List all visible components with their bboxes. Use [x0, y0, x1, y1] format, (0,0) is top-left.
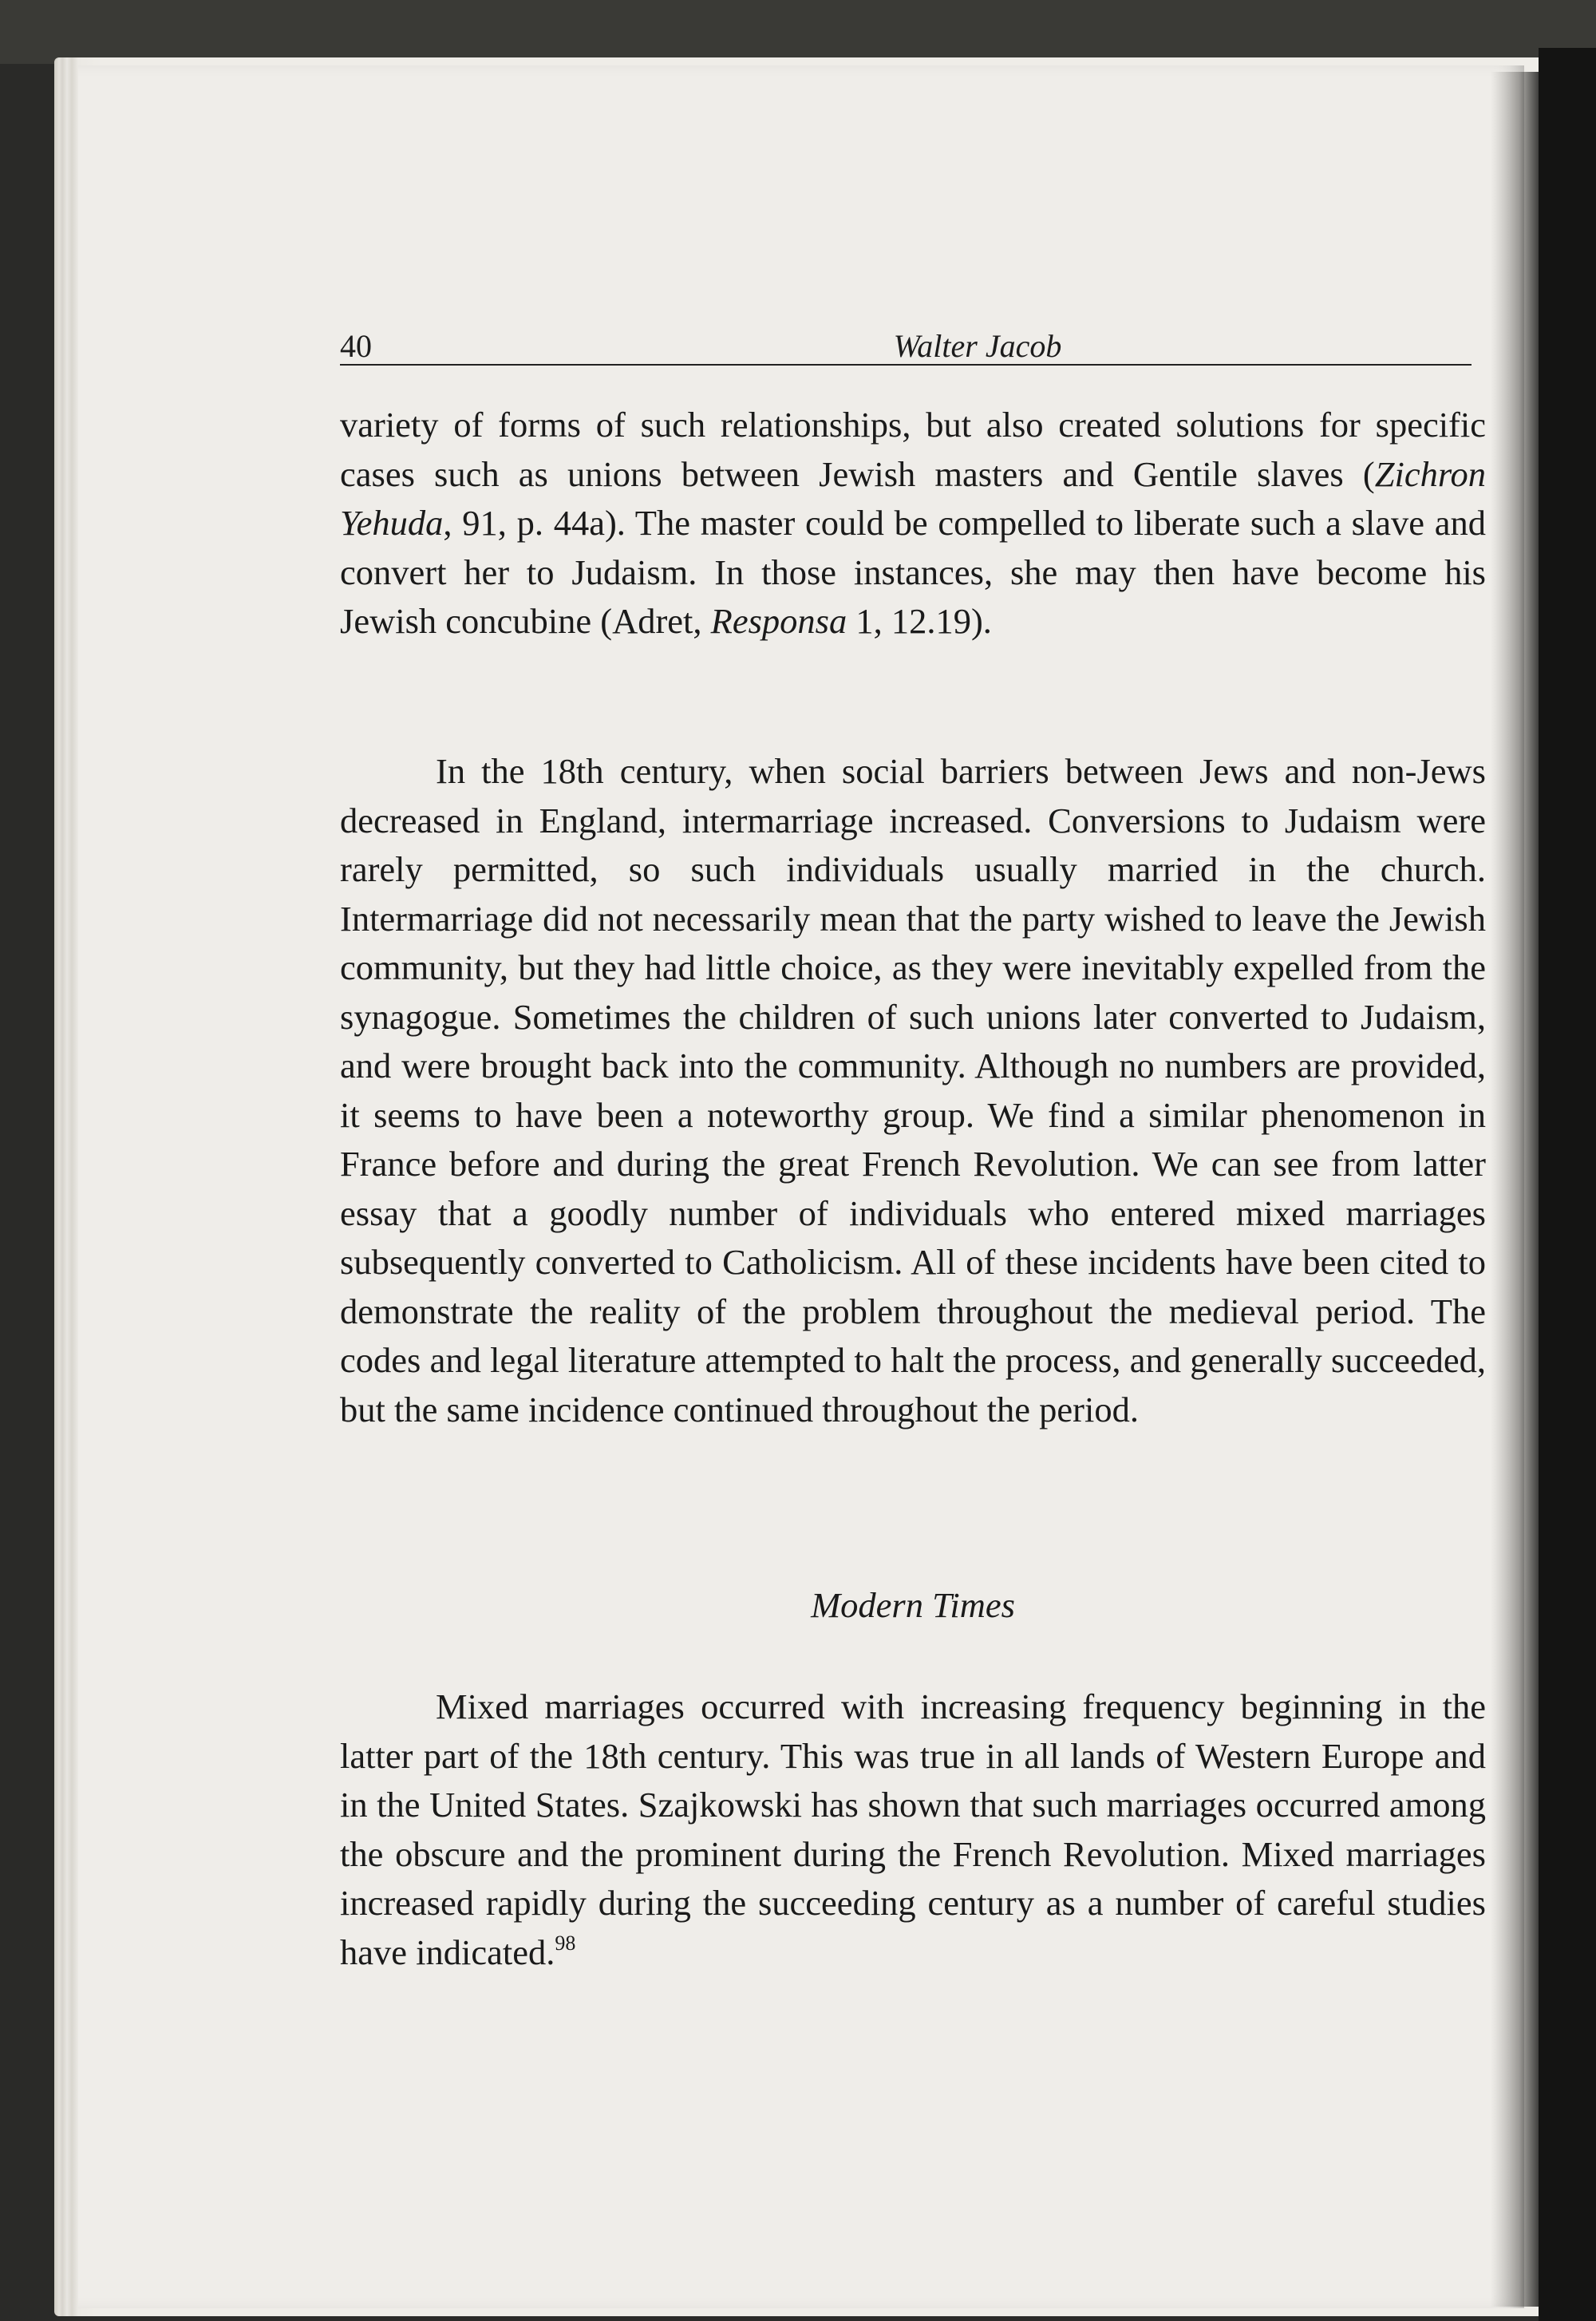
- page-header: [340, 327, 1472, 366]
- paragraph-1-text-b: , 91, p. 44a). The master could be compelled to liberate such a slave and convert her to Judaism. In those instances, she may then have become his Jewish concubine (Adret,: [340, 503, 1486, 641]
- citation-title-responsa: Responsa: [710, 601, 847, 641]
- paragraph-1: [340, 401, 1486, 646]
- paragraph-3-text: Mixed marriages occurred with increasing frequency beginning in the latter part of the 18th century. This was true in all lands of Western Europe and in the United States. Szajkowski has shown that such marriages occurred among the obscure and the prominent during the French Revolution. Mixed marriages increased rapidly during the succeeding century as a number of careful studies have indicated.: [340, 1686, 1486, 1972]
- paragraph-1-text-a: variety of forms of such relationships, but also created solutions for specific cases such as unions between Jewish masters and Gentile slaves (: [340, 405, 1486, 494]
- citation-title-zichron-yehuda: Zichron Yehuda: [340, 453, 1486, 543]
- page-number: 40: [340, 328, 372, 364]
- running-head: Walter Jacob: [893, 328, 1062, 364]
- paragraph-2: In the 18th century, when social barriers between Jews and non-Jews decreased in England, intermarriage increased. Conversions to Judaism were rarely permitted, so such individuals usually married in the church. Intermarriage did not necessarily mean that the party wished to leave the Jewish community, but they had little choice, as they were inevitably expelled from the synagogue. Sometimes the children of such unions later converted to Judaism, and were brought back into the community. Although no numbers are provided, it seems to have been a noteworthy group. We find a similar phenomenon in France before and during the great French Revolution. We can see from latter essay that a goodly number of individuals who entered mixed marriages subsequently converted to Catholicism. All of these incidents have been cited to demonstrate the reality of the problem throughout the medieval period. The codes and legal literature attempted to halt the process, and generally succeeded, but the same incidence continued throughout the period.: [340, 751, 1486, 1429]
- section-heading: Modern Times: [811, 1585, 1015, 1625]
- footnote-reference: 98: [555, 1931, 576, 1955]
- paragraph-1-text-c: 1, 12.19).: [847, 601, 992, 641]
- paragraph-3: [340, 1682, 1486, 1977]
- scan-background-right: [1539, 48, 1596, 2321]
- scan-background-top: [0, 0, 1596, 64]
- gutter-shadow: [1491, 72, 1539, 2307]
